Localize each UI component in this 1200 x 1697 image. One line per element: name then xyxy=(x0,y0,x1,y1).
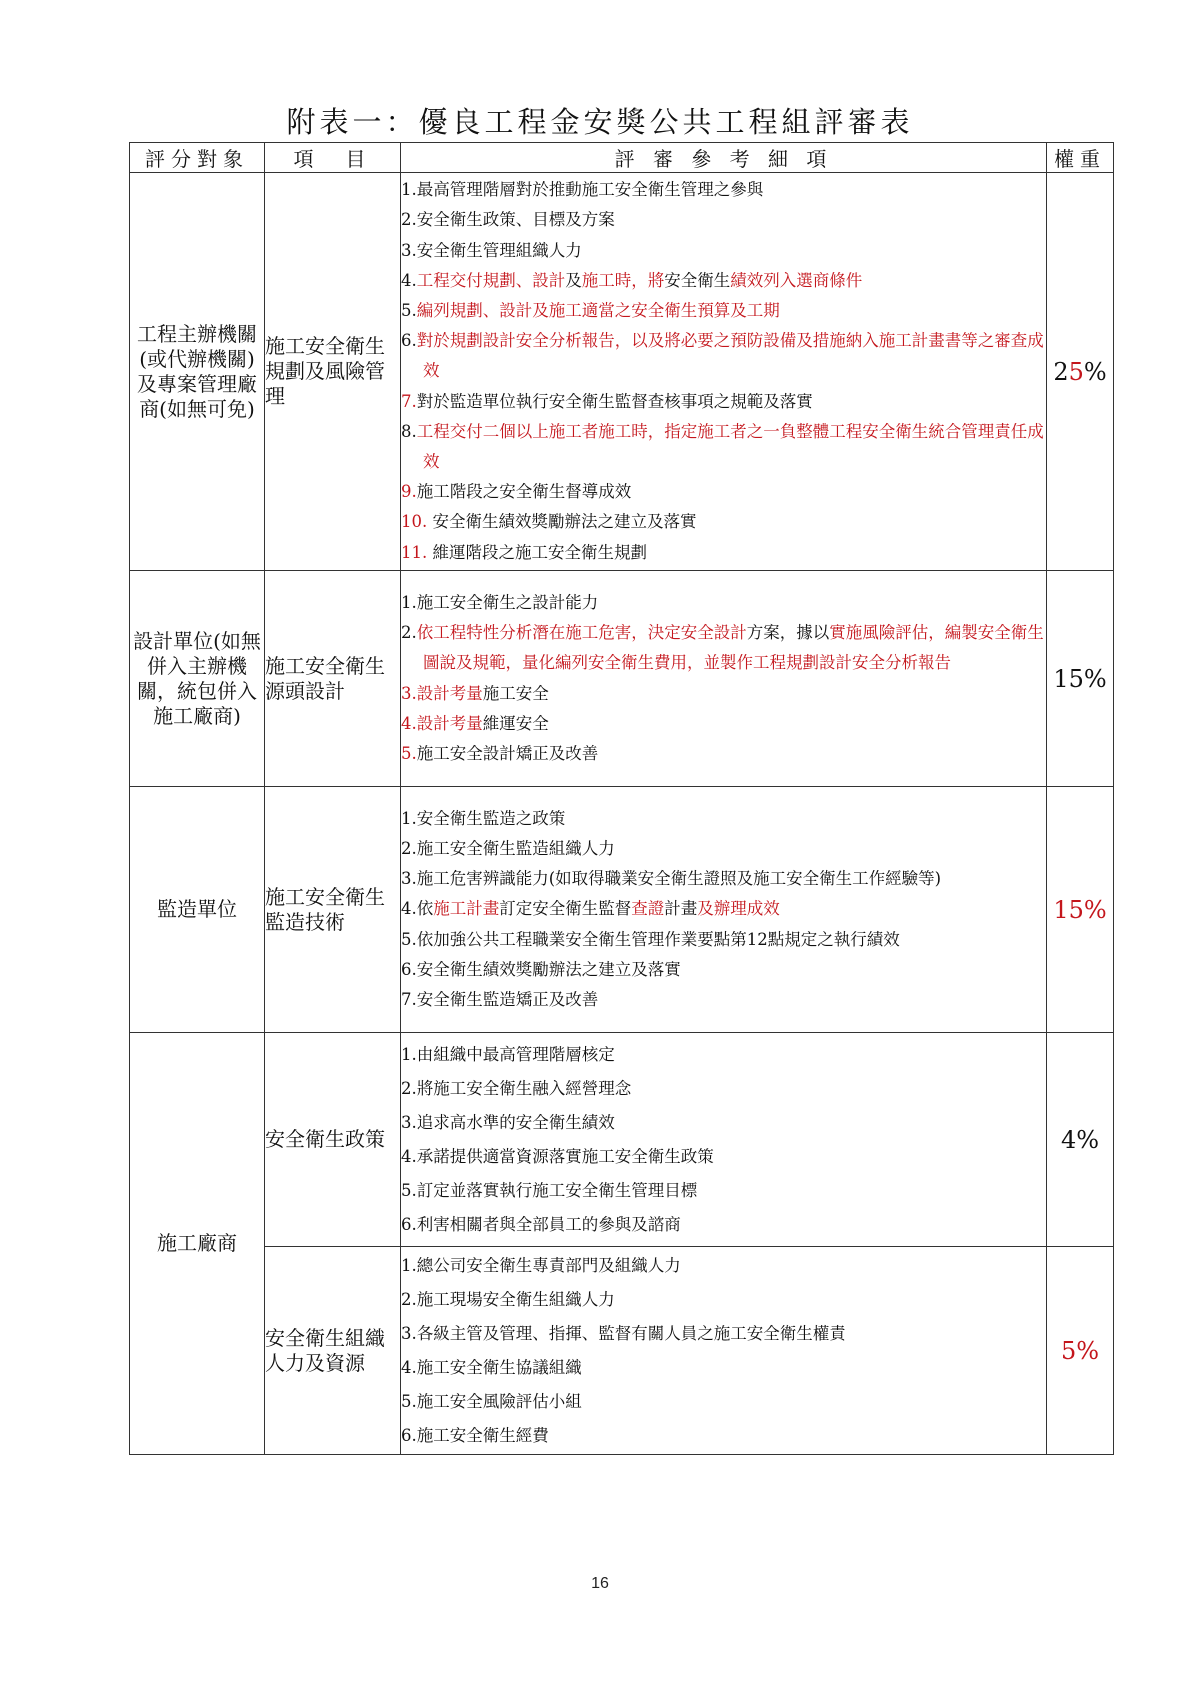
target-cell: 施工廠商 xyxy=(130,1033,265,1455)
detail-item: 4.施工安全衛生協議組織 xyxy=(401,1357,582,1377)
item-cell: 施工安全衛生源頭設計 xyxy=(265,571,401,787)
detail-item: 10. 安全衛生績效獎勵辦法之建立及落實 xyxy=(401,512,697,532)
detail-item: 4.設計考量維運安全 xyxy=(401,713,549,733)
detail-item: 6.安全衛生績效獎勵辦法之建立及落實 xyxy=(401,959,681,979)
detail-item: 3.施工危害辨識能力(如取得職業安全衛生證照及施工安全衛生工作經驗等) xyxy=(401,869,942,889)
item-cell: 安全衛生組織人力及資源 xyxy=(265,1247,401,1455)
detail-item: 7.對於監造單位執行安全衛生監督查核事項之規範及落實 xyxy=(401,391,813,411)
detail-item: 2.依工程特性分析潛在施工危害，決定安全設計方案，據以實施風險評估，編製安全衛生圖說及規範，量化編列安全衛生費用，並製作工程規劃設計安全分析報告 xyxy=(401,623,1044,673)
weight-cell: 5% xyxy=(1047,1247,1114,1455)
target-cell: 設計單位(如無併入主辦機關，統包併入施工廠商) xyxy=(130,571,265,787)
weight-cell: 4% xyxy=(1047,1033,1114,1247)
detail-item: 1.施工安全衛生之設計能力 xyxy=(401,592,599,612)
weight-cell: 25% xyxy=(1047,173,1114,571)
header-target: 評分對象 xyxy=(130,143,265,173)
details-cell xyxy=(401,787,1047,1033)
detail-item: 2.將施工安全衛生融入經營理念 xyxy=(401,1078,632,1098)
item-cell: 安全衛生政策 xyxy=(265,1033,401,1247)
target-cell: 工程主辦機關(或代辦機關)及專案管理廠商(如無可免) xyxy=(130,173,265,571)
page-number: 16 xyxy=(591,1575,609,1592)
header-item: 項 目 xyxy=(265,143,401,173)
detail-item: 4.承諾提供適當資源落實施工安全衛生政策 xyxy=(401,1146,714,1166)
detail-item: 2.施工安全衛生監造組織人力 xyxy=(401,838,615,858)
detail-item: 2.施工現場安全衛生組織人力 xyxy=(401,1289,615,1309)
page-title: 附表一：優良工程金安獎公共工程組評審表 xyxy=(286,105,914,139)
detail-item: 3.各級主管及管理、指揮、監督有關人員之施工安全衛生權責 xyxy=(401,1323,846,1343)
detail-item: 1.總公司安全衛生專責部門及組織人力 xyxy=(401,1255,681,1275)
section-row xyxy=(130,787,1114,1033)
detail-item: 5.依加強公共工程職業安全衛生管理作業要點第12點規定之執行績效 xyxy=(401,929,900,949)
detail-item: 5.編列規劃、設計及施工適當之安全衛生預算及工期 xyxy=(401,300,780,320)
detail-item: 5.訂定並落實執行施工安全衛生管理目標 xyxy=(401,1180,698,1200)
details-cell xyxy=(401,1247,1047,1455)
detail-item: 6.施工安全衛生經費 xyxy=(401,1425,549,1445)
section-row xyxy=(130,571,1114,787)
detail-item: 5.施工安全設計矯正及改善 xyxy=(401,743,599,763)
review-table xyxy=(129,142,1114,1455)
header-row xyxy=(130,143,1114,173)
detail-item: 1.最高管理階層對於推動施工安全衛生管理之參與 xyxy=(401,180,764,200)
header-weight: 權重 xyxy=(1047,143,1114,173)
detail-item: 3.安全衛生管理組織人力 xyxy=(401,240,582,260)
detail-item: 11. 維運階段之施工安全衛生規劃 xyxy=(401,542,647,562)
section-row xyxy=(130,173,1114,571)
item-cell: 施工安全衛生監造技術 xyxy=(265,787,401,1033)
detail-item: 3.追求高水準的安全衛生績效 xyxy=(401,1112,615,1132)
detail-item: 6.對於規劃設計安全分析報告，以及將必要之預防設備及措施納入施工計畫書等之審查成效 xyxy=(401,331,1044,381)
detail-item: 4.依施工計畫訂定安全衛生監督查證計畫及辦理成效 xyxy=(401,899,780,919)
detail-item: 5.施工安全風險評估小組 xyxy=(401,1391,582,1411)
weight-cell: 15% xyxy=(1047,571,1114,787)
detail-item: 6.利害相關者與全部員工的參與及諮商 xyxy=(401,1214,681,1234)
section-row xyxy=(130,1033,1114,1247)
target-cell: 監造單位 xyxy=(130,787,265,1033)
header-details: 評 審 參 考 細 項 xyxy=(401,143,1047,173)
detail-item: 1.由組織中最高管理階層核定 xyxy=(401,1044,615,1064)
item-cell: 施工安全衛生規劃及風險管理 xyxy=(265,173,401,571)
details-cell xyxy=(401,173,1047,571)
detail-item: 9.施工階段之安全衛生督導成效 xyxy=(401,482,632,502)
detail-item: 2.安全衛生政策、目標及方案 xyxy=(401,210,615,230)
detail-item: 3.設計考量施工安全 xyxy=(401,683,549,703)
details-cell xyxy=(401,571,1047,787)
details-cell xyxy=(401,1033,1047,1247)
detail-item: 7.安全衛生監造矯正及改善 xyxy=(401,990,599,1009)
detail-item: 8.工程交付二個以上施工者施工時，指定施工者之一負整體工程安全衛生統合管理責任成效 xyxy=(401,421,1044,471)
detail-item: 1.安全衛生監造之政策 xyxy=(401,808,566,828)
weight-cell: 15% xyxy=(1047,787,1114,1033)
detail-item: 4.工程交付規劃、設計及施工時，將安全衛生績效列入選商條件 xyxy=(401,270,863,290)
section-row xyxy=(130,1247,1114,1455)
